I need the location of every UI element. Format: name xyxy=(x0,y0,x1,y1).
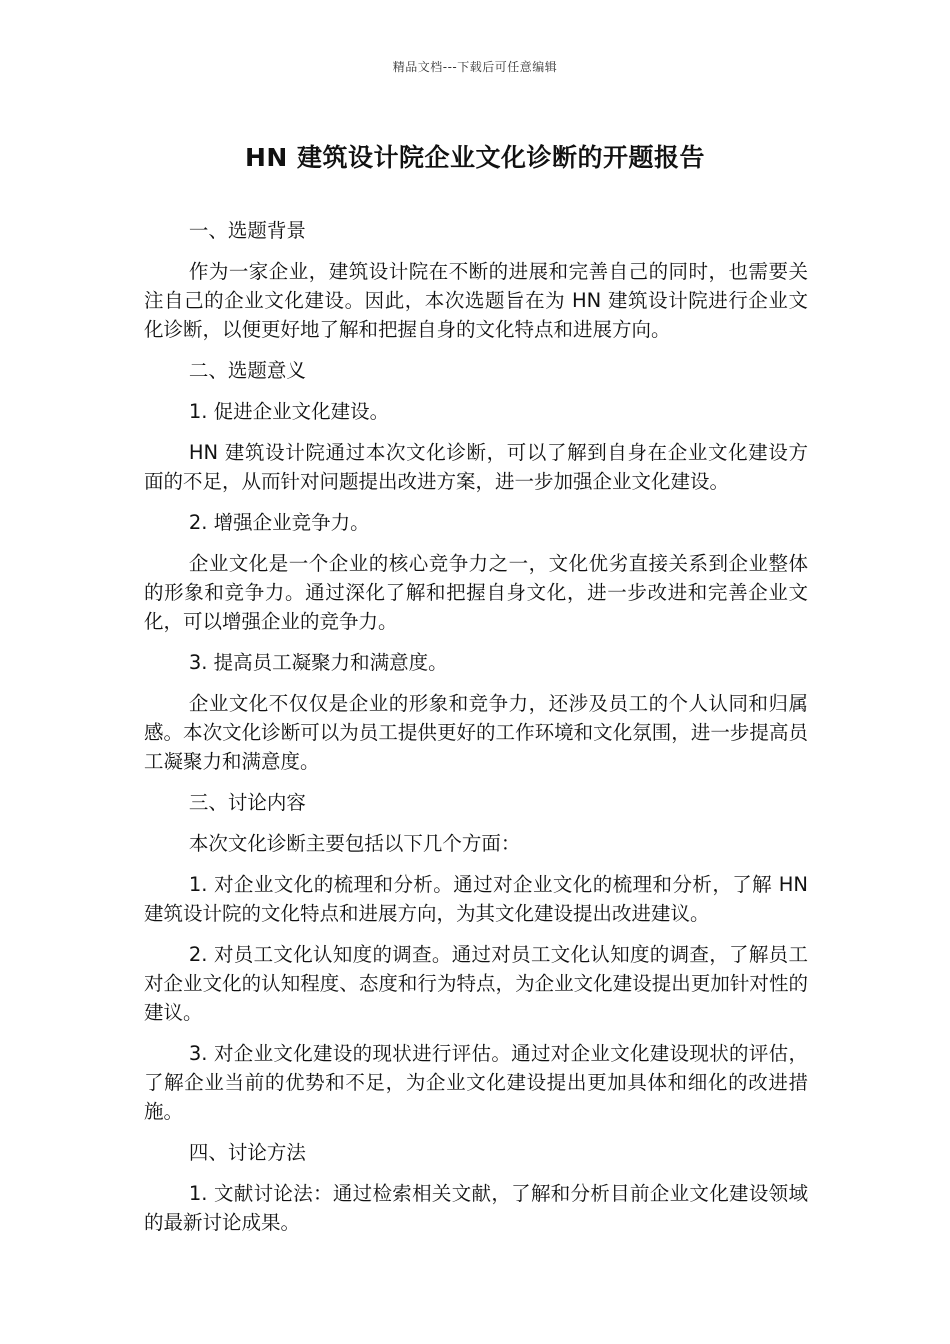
document-body xyxy=(144,216,808,1249)
list-item: 1. 对企业文化的梳理和分析。通过对企业文化的梳理和分析，了解 HN 建筑设计院的文化特点和进展方向，为其文化建设提出改进建议。 xyxy=(144,873,808,925)
paragraph: 企业文化是一个企业的核心竞争力之一，文化优劣直接关系到企业整体的形象和竞争力。通过深化了解和把握自身文化，进一步改进和完善企业文化，可以增强企业的竞争力。 xyxy=(144,552,808,633)
paragraph: 企业文化不仅仅是企业的形象和竞争力，还涉及员工的个人认同和归属感。本次文化诊断可以为员工提供更好的工作环境和文化氛围，进一步提高员工凝聚力和满意度。 xyxy=(144,692,808,773)
list-item-heading: 2. 增强企业竞争力。 xyxy=(188,511,370,534)
list-item-heading: 1. 促进企业文化建设。 xyxy=(188,400,390,423)
header-note: 精品文档---下载后可任意编辑 xyxy=(392,60,558,74)
list-item: 1. 文献讨论法：通过检索相关文献，了解和分析目前企业文化建设领域的最新讨论成果。 xyxy=(144,1182,808,1234)
list-item-heading: 3. 提高员工凝聚力和满意度。 xyxy=(188,651,448,674)
list-item: 2. 对员工文化认知度的调查。通过对员工文化认知度的调查，了解员工对企业文化的认知程度、态度和行为特点，为企业文化建设提出更加针对性的建议。 xyxy=(144,943,808,1024)
section-heading-significance: 二、选题意义 xyxy=(188,359,306,382)
paragraph: 作为一家企业，建筑设计院在不断的进展和完善自己的同时，也需要关注自己的企业文化建设。因此，本次选题旨在为 HN 建筑设计院进行企业文化诊断，以便更好地了解和把握自身的文化特点和进展方向。 xyxy=(144,260,808,341)
section-heading-content: 三、讨论内容 xyxy=(188,791,306,814)
paragraph: 本次文化诊断主要包括以下几个方面： xyxy=(188,832,521,855)
list-item: 3. 对企业文化建设的现状进行评估。通过对企业文化建设现状的评估，了解企业当前的优势和不足，为企业文化建设提出更加具体和细化的改进措施。 xyxy=(144,1042,808,1123)
section-heading-methods: 四、讨论方法 xyxy=(188,1141,306,1164)
document-title: HN 建筑设计院企业文化诊断的开题报告 xyxy=(244,143,706,172)
paragraph: HN 建筑设计院通过本次文化诊断，可以了解到自身在企业文化建设方面的不足，从而针对问题提出改进方案，进一步加强企业文化建设。 xyxy=(144,441,808,493)
section-heading-background: 一、选题背景 xyxy=(188,219,306,242)
